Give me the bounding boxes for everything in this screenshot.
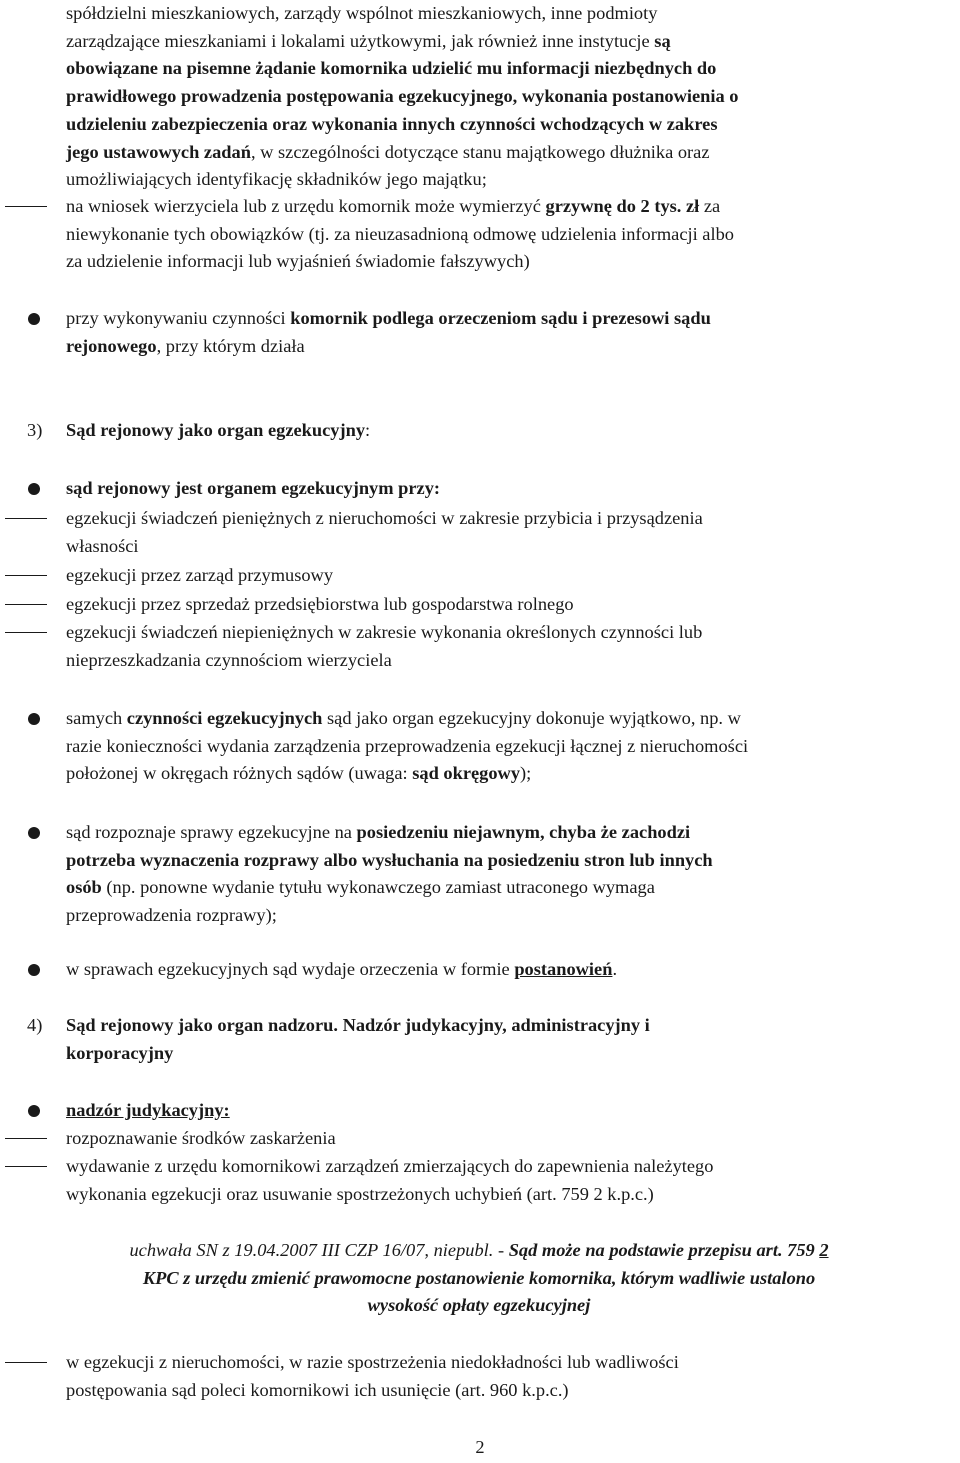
organ-item: sąd rejonowy jest organem egzekucyjnym przy: <box>66 478 441 498</box>
text-line: rejonowego, przy którym działa <box>66 335 305 356</box>
text-line: potrzeba wyznaczenia rozprawy albo wysłuchania na posiedzeniu stron lub innych <box>66 849 713 870</box>
text-line: prawidłowego prowadzenia postępowania egzekucyjnego, wykonania postanowienia o <box>66 86 739 107</box>
list-item <box>66 1153 956 1208</box>
text-line: przeprowadzenia rozprawy); <box>66 905 277 926</box>
list-item <box>66 1349 956 1404</box>
text-line: wysokość opłaty egzekucyjnej <box>367 1295 591 1316</box>
list-item <box>66 619 956 674</box>
samych-item <box>66 705 956 788</box>
text-line: przy wykonywaniu czynności komornik podlega orzeczeniom sądu i prezesowi sądu <box>66 308 711 328</box>
text-line: położonej w okręgach różnych sądów (uwaga: sąd okręgowy); <box>66 763 532 784</box>
bullet-marker <box>28 827 40 839</box>
text-line: udzieleniu zabezpieczenia oraz wykonania innych czynności wchodzących w zakres <box>66 113 718 134</box>
text-line: nieprzeszkadzania czynnościom wierzyciela <box>66 649 392 670</box>
dash-marker <box>5 518 47 519</box>
list-item: egzekucji przez zarząd przymusowy <box>66 565 334 585</box>
text-line: egzekucji świadczeń pieniężnych z nieruchomości w zakresie przybicia i przysądzenia <box>66 508 703 528</box>
text-line: KPC z urzędu zmienić prawomocne postanowienie komornika, którym wadliwie ustalono <box>142 1267 816 1288</box>
text-line: obowiązane na pisemne żądanie komornika udzielić mu informacji niezbędnych do <box>66 58 717 79</box>
section-number: 4) <box>27 1015 43 1035</box>
text-line: razie konieczności wydania zarządzenia przeprowadzenia egzekucji łącznej z nieruchomości <box>66 735 749 756</box>
text-line: za udzielenie informacji lub wyjaśnień świadomie fałszywych) <box>66 251 530 272</box>
postanowien-item: w sprawach egzekucyjnych sąd wydaje orzeczenia w formie postanowień. <box>66 959 618 979</box>
text-line: własności <box>66 535 139 556</box>
bullet-marker <box>28 1105 40 1117</box>
section-4-heading <box>66 1012 956 1067</box>
dash-marker <box>5 632 47 633</box>
bullet-marker <box>28 483 40 495</box>
list-item: rozpoznawanie środków zaskarżenia <box>66 1128 336 1148</box>
text-line: wykonania egzekucji oraz usuwanie spostrzeżonych uchybień (art. 759 2 k.p.c.) <box>66 1183 654 1204</box>
text-line: Sąd rejonowy jako organ nadzoru. Nadzór judykacyjny, administracyjny i <box>66 1015 650 1035</box>
fine-item <box>66 193 956 276</box>
text-line: samych czynności egzekucyjnych sąd jako organ egzekucyjny dokonuje wyjątkowo, np. w <box>66 708 741 728</box>
court-citation <box>4 1237 954 1320</box>
text-line: niewykonanie tych obowiązków (tj. za nieuzasadnioną odmowę udzielenia informacji albo <box>66 223 734 244</box>
bullet-marker <box>28 713 40 725</box>
intro-paragraph <box>66 0 956 194</box>
text-line: osób (np. ponowne wydanie tytułu wykonawczego zamiast utraconego wymaga <box>66 877 655 898</box>
komornik-item <box>66 305 956 360</box>
bullet-marker <box>28 964 40 976</box>
section-3-heading: Sąd rejonowy jako organ egzekucyjny: <box>66 420 371 440</box>
text-line: w egzekucji z nieruchomości, w razie spostrzeżenia niedokładności lub wadliwości <box>66 1352 679 1372</box>
text-line: uchwała SN z 19.04.2007 III CZP 16/07, niepubl. - Sąd może na podstawie przepisu art. 759 2 <box>129 1240 829 1260</box>
dash-marker <box>5 604 47 605</box>
text-line: korporacyjny <box>66 1042 174 1063</box>
text-line: na wniosek wierzyciela lub z urzędu komornik może wymierzyć grzywnę do 2 tys. zł za <box>66 196 721 216</box>
text-line: zarządzające mieszkaniami i lokalami użytkowymi, jak również inne instytucje są <box>66 30 671 51</box>
text-line: spółdzielni mieszkaniowych, zarządy wspólnot mieszkaniowych, inne podmioty <box>66 3 658 23</box>
page-number: 2 <box>475 1437 485 1457</box>
dash-marker <box>5 1362 47 1363</box>
text-line: umożliwiających identyfikację składników jego majątku; <box>66 169 487 190</box>
dash-marker <box>5 206 47 207</box>
text-line: jego ustawowych zadań, w szczególności dotyczące stanu majątkowego dłużnika oraz <box>66 141 710 162</box>
dash-marker <box>5 575 47 576</box>
dash-marker <box>5 1166 47 1167</box>
bullet-marker <box>28 313 40 325</box>
rozpoznaje-item <box>66 819 956 930</box>
nadzor-item: nadzór judykacyjny: <box>66 1100 230 1120</box>
text-line: postępowania sąd poleci komornikowi ich usunięcie (art. 960 k.p.c.) <box>66 1379 569 1400</box>
section-number: 3) <box>27 420 43 440</box>
list-item <box>66 505 956 560</box>
text-line: sąd rozpoznaje sprawy egzekucyjne na posiedzeniu niejawnym, chyba że zachodzi <box>66 822 691 842</box>
text-line: wydawanie z urzędu komornikowi zarządzeń zmierzających do zapewnienia należytego <box>66 1156 714 1176</box>
text-line: egzekucji świadczeń niepieniężnych w zakresie wykonania określonych czynności lub <box>66 622 703 642</box>
list-item: egzekucji przez sprzedaż przedsiębiorstwa lub gospodarstwa rolnego <box>66 594 574 614</box>
dash-marker <box>5 1138 47 1139</box>
